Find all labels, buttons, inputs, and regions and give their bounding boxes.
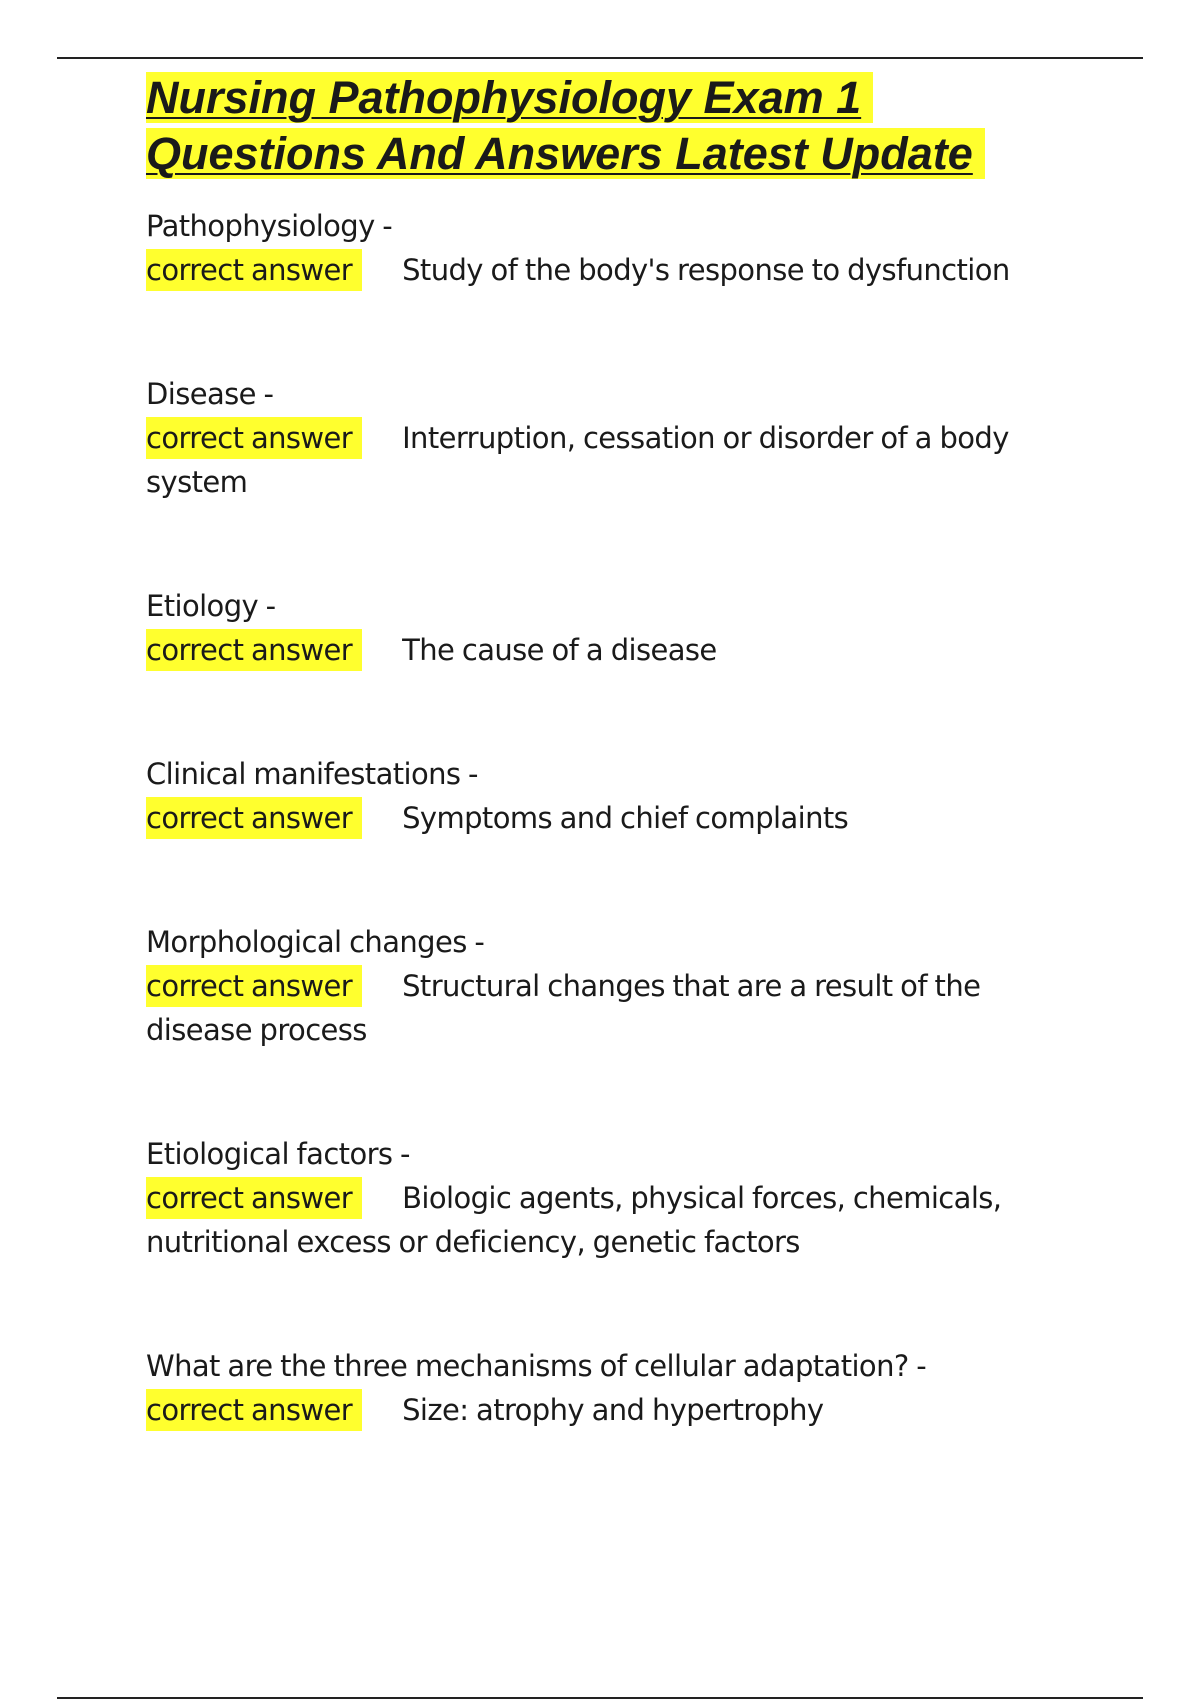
answer-text: Symptoms and chief complaints <box>402 801 849 835</box>
correct-answer-label: correct answer <box>146 417 362 459</box>
question-text: Etiological factors - <box>146 1137 410 1171</box>
answer-text: Size: atrophy and hypertrophy <box>402 1393 824 1427</box>
correct-answer-label: correct answer <box>146 249 362 291</box>
qa-item <box>146 1132 1086 1264</box>
bottom-rule <box>57 1697 1143 1699</box>
title-line-2: Questions And Answers Latest Update <box>146 128 985 179</box>
document-title <box>146 70 1086 182</box>
answer-text: The cause of a disease <box>402 633 717 667</box>
question-text: Morphological changes - <box>146 925 485 959</box>
qa-list <box>146 204 1086 1432</box>
answer-text: Biologic agents, physical forces, chemicals, nutritional excess or deficiency, genetic factors <box>146 1181 1002 1259</box>
qa-item <box>146 920 1086 1052</box>
correct-answer-label: correct answer <box>146 1389 362 1431</box>
question-text: What are the three mechanisms of cellular adaptation? - <box>146 1349 927 1383</box>
answer-text: Interruption, cessation or disorder of a body system <box>146 421 1009 499</box>
correct-answer-label: correct answer <box>146 797 362 839</box>
answer-text: Structural changes that are a result of the disease process <box>146 969 981 1047</box>
correct-answer-label: correct answer <box>146 965 362 1007</box>
qa-item <box>146 752 1086 840</box>
correct-answer-label: correct answer <box>146 1177 362 1219</box>
answer-text: Study of the body's response to dysfunction <box>402 253 1010 287</box>
qa-item <box>146 204 1086 292</box>
question-text: Clinical manifestations - <box>146 757 478 791</box>
qa-item <box>146 1344 1086 1432</box>
question-text: Pathophysiology - <box>146 209 393 243</box>
correct-answer-label: correct answer <box>146 629 362 671</box>
document-body <box>146 70 1086 1432</box>
question-text: Etiology - <box>146 589 276 623</box>
qa-item <box>146 584 1086 672</box>
top-rule <box>57 57 1143 59</box>
title-line-1: Nursing Pathophysiology Exam 1 <box>146 72 873 123</box>
qa-item <box>146 372 1086 504</box>
question-text: Disease - <box>146 377 274 411</box>
